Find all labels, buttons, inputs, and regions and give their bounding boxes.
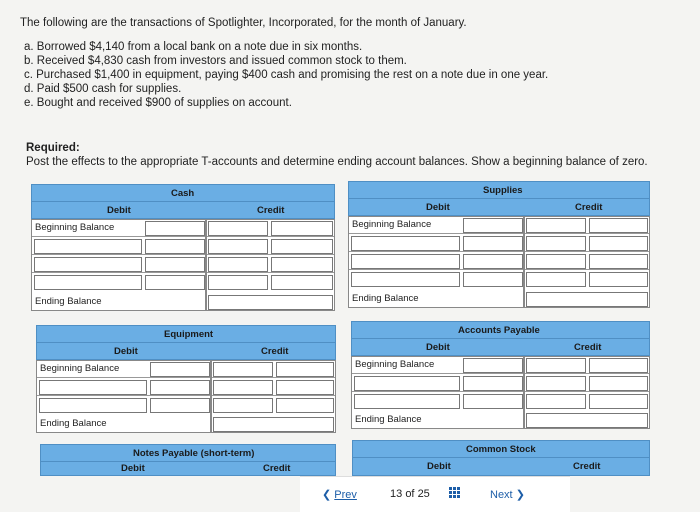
credit-header: Credit [263,463,291,474]
ending-balance-label: Ending Balance [35,296,102,307]
page-of: of [405,488,415,500]
supplies-row-input[interactable] [526,218,586,233]
supplies-row-input[interactable] [351,236,460,251]
cash-row-input[interactable] [208,257,268,272]
account-title: Common Stock [466,444,536,455]
t-account-cash [31,184,335,311]
transaction-item: d. Paid $500 cash for supplies. [24,83,182,95]
equipment-row-input[interactable] [276,362,334,377]
supplies-row-input[interactable] [589,236,648,251]
ending-balance-label: Ending Balance [40,418,107,429]
supplies-ending-balance-input[interactable] [526,292,648,307]
page-total: 25 [417,488,430,500]
transaction-item: b. Received $4,830 cash from investors and issued common stock to them. [24,55,407,67]
debit-header: Debit [426,342,450,353]
supplies-row-input[interactable] [351,254,460,269]
supplies-row-input[interactable] [526,272,586,287]
supplies-row-input[interactable] [589,254,648,269]
equipment-row-input[interactable] [213,362,273,377]
cash-row-input[interactable] [208,275,268,290]
required-text: Post the effects to the appropriate T-accounts and determine ending account balances. Show a beginning balance of zero. [26,156,648,168]
chevron-right-icon: ❯ [515,489,525,501]
t-account-equipment [36,325,336,433]
account-title: Cash [171,188,195,199]
equipment-row-input[interactable] [39,380,147,395]
debit-header: Debit [427,461,451,472]
equipment-row-input[interactable] [39,398,147,413]
beginning-balance-label: Beginning Balance [352,219,432,230]
problem-statement [20,16,680,110]
credit-header: Credit [573,461,601,472]
accounts-payable-row-input[interactable] [354,376,460,391]
chevron-left-icon: ❮ [322,489,332,501]
cash-ending-balance-input[interactable] [208,295,333,310]
account-title: Supplies [483,185,523,196]
cash-row-input[interactable] [34,275,142,290]
equipment-row-input[interactable] [150,380,210,395]
cash-beginning-debit-input[interactable] [145,221,205,236]
accounts-payable-row-input[interactable] [526,376,586,391]
t-account-notes-payable [40,444,336,476]
ending-balance-label: Ending Balance [355,414,422,425]
accounts-payable-row-input[interactable] [589,394,648,409]
equipment-row-input[interactable] [276,398,334,413]
equipment-row-input[interactable] [276,380,334,395]
cash-beginning-credit-input[interactable] [208,221,268,236]
supplies-row-input[interactable] [463,236,523,251]
cash-beginning-credit-amount[interactable] [271,221,333,236]
account-title: Equipment [164,329,214,340]
transaction-item: c. Purchased $1,400 in equipment, paying $400 cash and promising the rest on a note due in one year. [24,69,549,81]
credit-header: Credit [574,342,602,353]
equipment-row-input[interactable] [150,398,210,413]
beginning-balance-label: Beginning Balance [355,359,435,370]
prev-button[interactable] [322,488,357,501]
accounts-payable-row-input[interactable] [354,394,460,409]
cash-row-input[interactable] [34,257,142,272]
page-current: 13 [390,488,403,500]
credit-header: Credit [575,202,603,213]
ending-balance-label: Ending Balance [352,293,419,304]
next-button[interactable] [490,488,525,501]
debit-header: Debit [107,205,131,216]
supplies-row-input[interactable] [589,272,648,287]
cash-row-input[interactable] [145,239,205,254]
accounts-payable-row-input[interactable] [463,358,523,373]
accounts-payable-row-input[interactable] [526,394,586,409]
supplies-row-input[interactable] [589,218,648,233]
t-account-common-stock [352,440,650,476]
accounts-payable-row-input[interactable] [589,358,648,373]
credit-header: Credit [257,205,285,216]
t-account-supplies [348,181,650,308]
page-indicator [390,488,430,500]
accounts-payable-row-input[interactable] [589,376,648,391]
accounts-payable-row-input[interactable] [526,358,586,373]
debit-header: Debit [426,202,450,213]
equipment-ending-balance-input[interactable] [213,417,334,432]
equipment-row-input[interactable] [213,398,273,413]
supplies-row-input[interactable] [463,272,523,287]
cash-row-input[interactable] [271,239,333,254]
accounts-payable-row-input[interactable] [463,376,523,391]
equipment-row-input[interactable] [150,362,210,377]
transaction-list [20,40,680,110]
supplies-row-input[interactable] [526,254,586,269]
pagination-bar [300,476,570,512]
supplies-row-input[interactable] [463,218,523,233]
accounts-payable-row-input[interactable] [463,394,523,409]
prev-label: Prev [334,489,357,501]
debit-header: Debit [114,346,138,357]
supplies-row-input[interactable] [463,254,523,269]
account-title: Notes Payable (short-term) [133,448,255,459]
cash-row-input[interactable] [145,257,205,272]
debit-header: Debit [121,463,145,474]
cash-row-input[interactable] [271,275,333,290]
supplies-row-input[interactable] [526,236,586,251]
beginning-balance-label: Beginning Balance [35,222,115,233]
grid-icon[interactable] [449,487,461,499]
account-title: Accounts Payable [458,325,540,336]
next-label: Next [490,489,513,501]
t-account-accounts-payable [351,321,650,429]
equipment-row-input[interactable] [213,380,273,395]
accounts-payable-ending-balance-input[interactable] [526,413,648,428]
transaction-item: a. Borrowed $4,140 from a local bank on a note due in six months. [24,41,363,53]
problem-lead: The following are the transactions of Spotlighter, Incorporated, for the month of January. [20,17,467,29]
cash-row-input[interactable] [208,239,268,254]
supplies-row-input[interactable] [351,272,460,287]
cash-row-input[interactable] [145,275,205,290]
beginning-balance-label: Beginning Balance [40,363,120,374]
required-section [26,141,648,169]
credit-header: Credit [261,346,289,357]
cash-row-input[interactable] [34,239,142,254]
required-label: Required: [26,142,80,154]
transaction-item: e. Bought and received $900 of supplies on account. [24,97,292,109]
cash-row-input[interactable] [271,257,333,272]
